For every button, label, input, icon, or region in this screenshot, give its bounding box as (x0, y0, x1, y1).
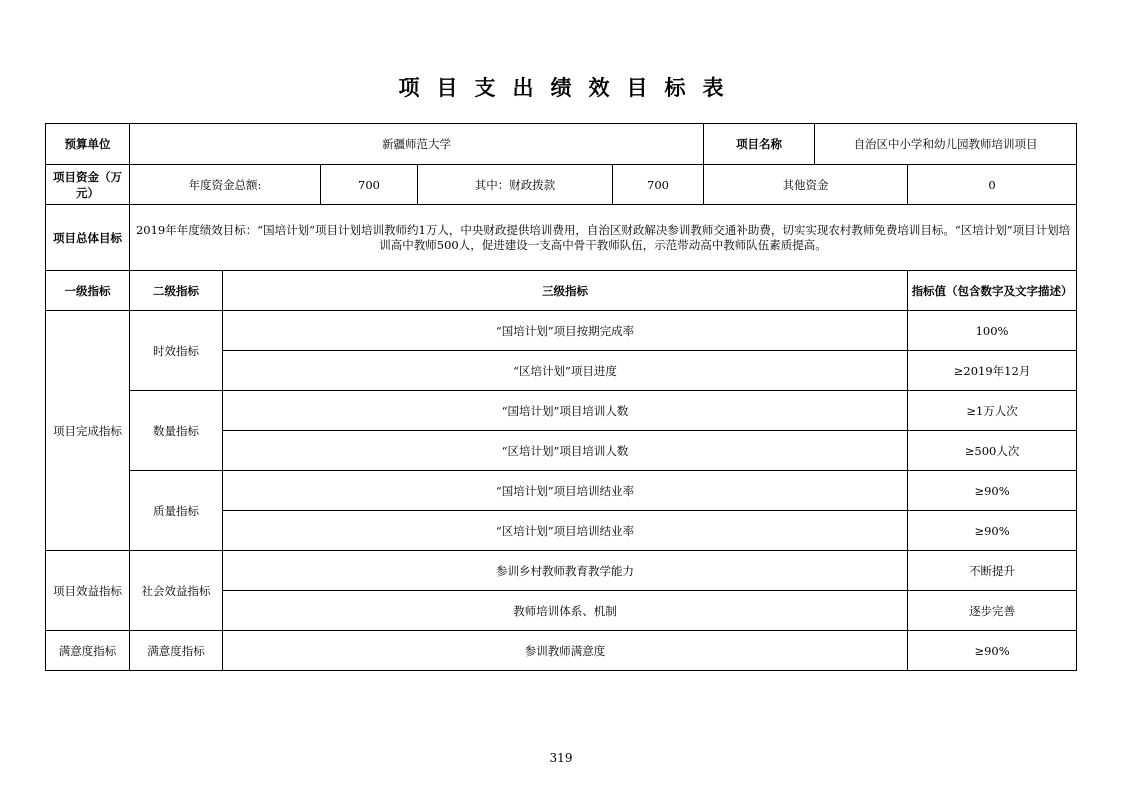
indicator-value: 100% (908, 311, 1077, 351)
indicator-name: “区培计划”项目培训人数 (223, 431, 908, 471)
indicator-name: “国培计划”项目培训结业率 (223, 471, 908, 511)
page-number: 319 (549, 751, 573, 765)
budget-unit-label: 预算单位 (46, 124, 130, 165)
indicator-value: 逐步完善 (908, 591, 1077, 631)
satisfaction-sub-indicator-label: 满意度指标 (130, 631, 223, 671)
satisfaction-indicator-label: 满意度指标 (46, 631, 130, 671)
overall-goal-row (46, 205, 1077, 271)
funds-row (46, 165, 1077, 205)
quantity-indicator-label: 数量指标 (130, 391, 223, 471)
social-benefit-indicator-label: 社会效益指标 (130, 551, 223, 631)
col-level3-header: 三级指标 (223, 271, 908, 311)
project-name-value: 自治区中小学和幼儿园教师培训项目 (815, 124, 1077, 165)
funds-label: 项目资金（万元） (46, 165, 130, 205)
page-title: 项目支出绩效目标表 (398, 76, 741, 100)
indicator-name: 教师培训体系、机制 (223, 591, 908, 631)
completion-indicator-label: 项目完成指标 (46, 311, 130, 551)
table-row (46, 551, 1077, 591)
overall-goal-text: 2019年年度绩效目标：“国培计划”项目计划培训教师约1万人，中央财政提供培训费用，自治区财政解决参训教师交通补助费，切实实现农村教师免费培训目标。“区培计划”项目计划培训高中教师500人，促进建设一支高中骨干教师队伍，示范带动高中教师队伍素质提高。 (130, 205, 1077, 271)
col-value-header: 指标值（包含数字及文字描述） (908, 271, 1077, 311)
indicator-value: ≥1万人次 (908, 391, 1077, 431)
col-level2-header: 二级指标 (130, 271, 223, 311)
indicator-name: “国培计划”项目按期完成率 (223, 311, 908, 351)
table-row (46, 391, 1077, 431)
indicator-value: ≥90% (908, 631, 1077, 671)
indicator-name: “区培计划”项目进度 (223, 351, 908, 391)
indicator-name: 参训教师满意度 (223, 631, 908, 671)
performance-table (45, 123, 1077, 671)
header-row (46, 124, 1077, 165)
table-row (46, 311, 1077, 351)
indicator-name: “区培计划”项目培训结业率 (223, 511, 908, 551)
indicator-value: ≥2019年12月 (908, 351, 1077, 391)
indicator-name: 参训乡村教师教育教学能力 (223, 551, 908, 591)
table-row (46, 471, 1077, 511)
indicator-value: ≥90% (908, 511, 1077, 551)
project-name-label: 项目名称 (704, 124, 815, 165)
annual-total-value: 700 (321, 165, 418, 205)
timeliness-indicator-label: 时效指标 (130, 311, 223, 391)
annual-total-label: 年度资金总额: (130, 165, 321, 205)
indicator-value: ≥90% (908, 471, 1077, 511)
overall-goal-label: 项目总体目标 (46, 205, 130, 271)
fiscal-value: 700 (613, 165, 704, 205)
budget-unit-value: 新疆师范大学 (130, 124, 704, 165)
fiscal-label: 其中：财政拨款 (418, 165, 613, 205)
col-level1-header: 一级指标 (46, 271, 130, 311)
table-row (46, 631, 1077, 671)
indicator-value: ≥500人次 (908, 431, 1077, 471)
indicator-value: 不断提升 (908, 551, 1077, 591)
benefit-indicator-label: 项目效益指标 (46, 551, 130, 631)
other-funds-value: 0 (908, 165, 1077, 205)
column-header-row (46, 271, 1077, 311)
indicator-name: “国培计划”项目培训人数 (223, 391, 908, 431)
quality-indicator-label: 质量指标 (130, 471, 223, 551)
other-funds-label: 其他资金 (704, 165, 908, 205)
